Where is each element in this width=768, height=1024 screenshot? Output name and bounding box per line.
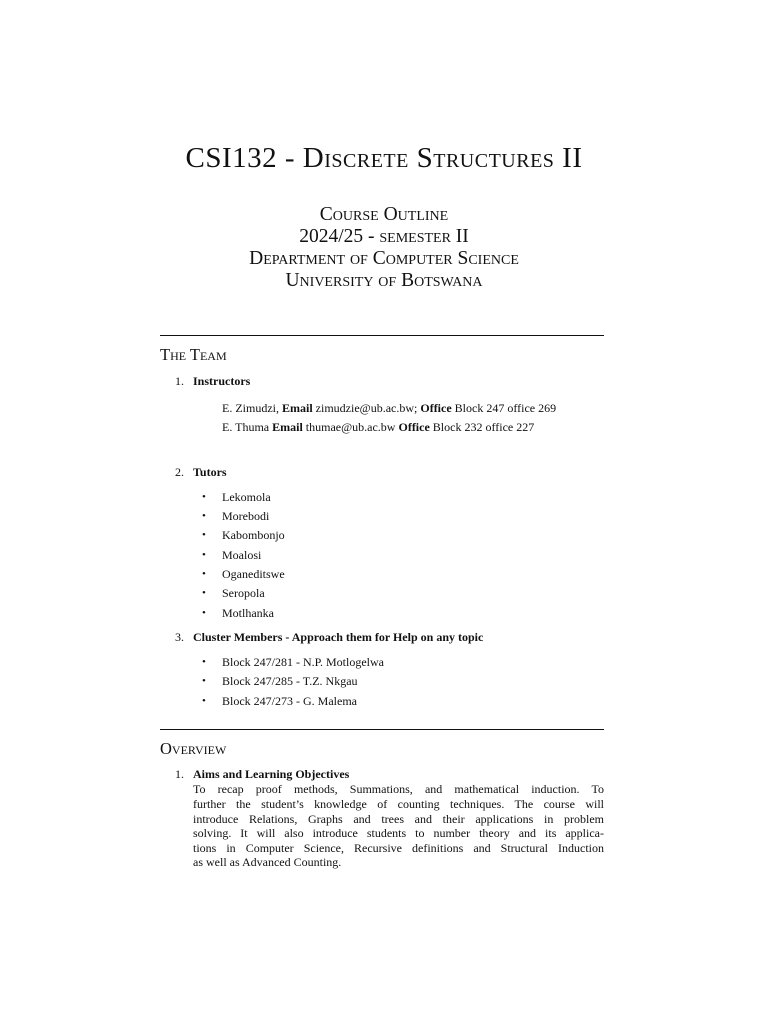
bullet-icon: • bbox=[202, 607, 206, 619]
subtitle-department: Department of Computer Science bbox=[249, 248, 519, 269]
tutor-name: Lekomola bbox=[222, 490, 271, 504]
email-label: Email bbox=[272, 420, 303, 434]
bullet-icon: • bbox=[202, 510, 206, 522]
bullet-icon: • bbox=[202, 675, 206, 687]
bullet-icon: • bbox=[202, 568, 206, 580]
cluster-member: Block 247/281 - N.P. Motlogelwa bbox=[222, 655, 384, 669]
tutor-name: Morebodi bbox=[222, 509, 270, 523]
list-number: 2. bbox=[175, 465, 184, 479]
aims-title: Aims and Learning Objectives bbox=[193, 767, 350, 781]
list-number: 1. bbox=[175, 767, 184, 781]
bullet-icon: • bbox=[202, 587, 206, 599]
tutor-name: Kabombonjo bbox=[222, 528, 285, 542]
instructor-email: thumae@ub.ac.bw bbox=[305, 420, 396, 434]
tutors-title: Tutors bbox=[193, 465, 227, 479]
aims-text-line: as well as Advanced Counting. bbox=[193, 855, 342, 869]
tutor-name: Moalosi bbox=[222, 548, 262, 562]
office-label: Office bbox=[420, 401, 452, 415]
instructor-row bbox=[222, 401, 556, 416]
subtitle-course-outline: Course Outline bbox=[319, 204, 449, 225]
instructor-name: E. Zimudzi, bbox=[222, 401, 279, 415]
instructor-email: zimudzie@ub.ac.bw; bbox=[315, 401, 418, 415]
section-divider bbox=[160, 729, 604, 730]
section-divider bbox=[160, 335, 604, 336]
cluster-members-title: Cluster Members - Approach them for Help on any topic bbox=[193, 630, 484, 644]
instructors-title: Instructors bbox=[193, 374, 251, 388]
list-number: 3. bbox=[175, 630, 184, 644]
subtitle-semester: 2024/25 - semester II bbox=[299, 226, 469, 247]
aims-text-line: solving. It will also introduce students to number theory and its applica- bbox=[193, 826, 604, 840]
aims-text-line: further the student’s knowledge of counting techniques. The course will bbox=[193, 797, 604, 811]
tutor-name: Seropola bbox=[222, 586, 265, 600]
aims-text-line: introduce Relations, Graphs and trees and their applications in problem bbox=[193, 812, 604, 826]
instructor-row bbox=[222, 420, 534, 435]
section-heading-overview: Overview bbox=[160, 739, 227, 758]
cluster-member: Block 247/273 - G. Malema bbox=[222, 694, 357, 708]
tutor-name: Motlhanka bbox=[222, 606, 274, 620]
instructor-name: E. Thuma bbox=[222, 420, 270, 434]
subtitle-university: University of Botswana bbox=[285, 270, 483, 291]
cluster-member: Block 247/285 - T.Z. Nkgau bbox=[222, 674, 358, 688]
instructor-office: Block 247 office 269 bbox=[454, 401, 557, 415]
bullet-icon: • bbox=[202, 491, 206, 503]
email-label: Email bbox=[282, 401, 313, 415]
document-title: CSI132 - Discrete Structures II bbox=[185, 142, 583, 174]
document-subtitle bbox=[0, 204, 768, 292]
bullet-icon: • bbox=[202, 656, 206, 668]
bullet-icon: • bbox=[202, 529, 206, 541]
aims-text-line: tions in Computer Science, Recursive definitions and Structural Induction bbox=[193, 841, 604, 855]
tutor-name: Oganeditswe bbox=[222, 567, 285, 581]
bullet-icon: • bbox=[202, 549, 206, 561]
list-number: 1. bbox=[175, 374, 184, 388]
section-heading-team: The Team bbox=[160, 345, 227, 364]
instructor-office: Block 232 office 227 bbox=[432, 420, 535, 434]
bullet-icon: • bbox=[202, 695, 206, 707]
aims-text-line: To recap proof methods, Summations, and mathematical induction. To bbox=[193, 782, 604, 796]
office-label: Office bbox=[398, 420, 430, 434]
